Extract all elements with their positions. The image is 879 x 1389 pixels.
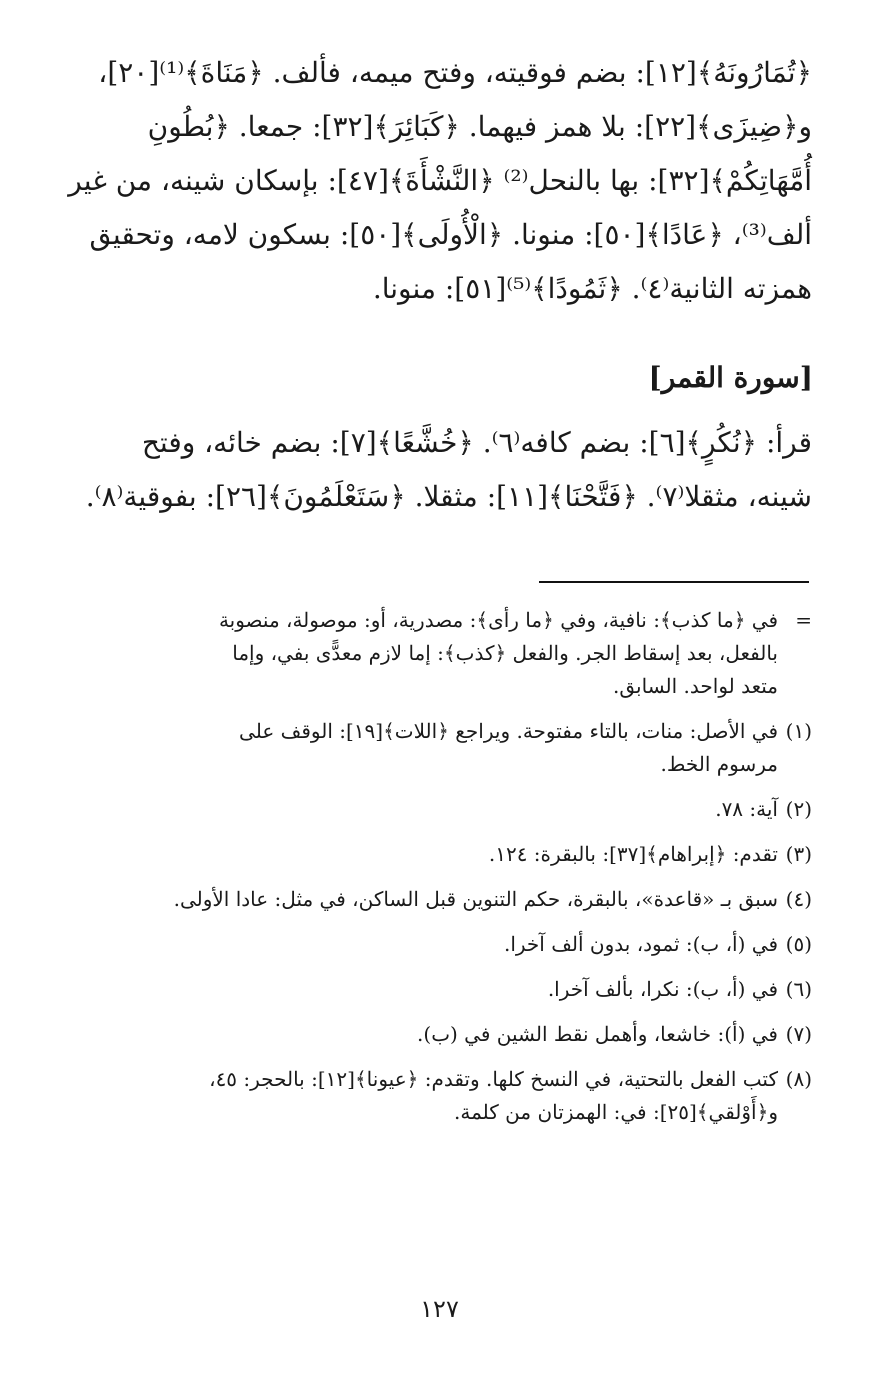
footnote-line: سبق بـ «قاعدة»، بالبقرة، حكم التنوين قبل الساكن، في مثل: عادا الأولى. bbox=[173, 887, 778, 911]
footnote-1 bbox=[96, 715, 812, 781]
footnote-marker: (٧) bbox=[785, 1022, 812, 1046]
text-line: ﴿تُمَارُونَهُ﴾[١٢]: بضم فوقيته، وفتح ميمه، فألف. ﴿مَنَاةَ﴾⁽¹⁾[٢٠]، bbox=[98, 56, 812, 89]
footnote-line: مرسوم الخط. bbox=[660, 752, 778, 776]
footnote-line: في (أ، ب): ثمود، بدون ألف آخرا. bbox=[503, 932, 778, 956]
footnote-marker: (٢) bbox=[785, 797, 812, 821]
upper-paragraph bbox=[68, 46, 812, 316]
footnote-line: في (أ): خاشعا، وأهمل نقط الشين في (ب). bbox=[417, 1022, 778, 1046]
footnote-6 bbox=[96, 973, 812, 1006]
section-heading: [سورة القمر] bbox=[648, 361, 813, 394]
footnote-line: بالفعل، بعد إسقاط الجر. والفعل ﴿كذب﴾: إما لازم معدًّى بفي، وإما bbox=[232, 641, 778, 665]
footnote-marker: (٣) bbox=[785, 842, 812, 866]
footnote-marker: = bbox=[795, 608, 812, 632]
footnote-4 bbox=[96, 883, 812, 916]
lower-paragraph bbox=[85, 416, 812, 524]
footnote-marker: (٦) bbox=[785, 977, 812, 1001]
footnote-separator bbox=[539, 581, 809, 583]
footnote-7 bbox=[96, 1018, 812, 1051]
footnote-marker: (٤) bbox=[785, 887, 812, 911]
footnote-line: و﴿أَوْلقي﴾[٢٥]: في: الهمزتان من كلمة. bbox=[454, 1100, 778, 1124]
text-line: شينه، مثقلا⁽٧⁾. ﴿فَتَّحْنَا﴾[١١]: مثقلا. ﴿سَتَعْلَمُونَ﴾[٢٦]: بفوقية⁽٨⁾. bbox=[85, 480, 812, 513]
footnote-8 bbox=[96, 1063, 812, 1129]
text-line: ألف⁽³⁾، ﴿عَادًا﴾[٥٠]: منونا. ﴿الْأُولَى﴾[٥٠]: بسكون لامه، وتحقيق bbox=[89, 218, 812, 251]
footnote-marker: (٥) bbox=[785, 932, 812, 956]
text-line: قرأ: ﴿نُكُرٍ﴾[٦]: بضم كافه⁽٦⁾. ﴿خُشَّعًا﴾[٧]: بضم خائه، وفتح bbox=[141, 426, 812, 459]
footnote-line: آية: ٧٨. bbox=[715, 797, 778, 821]
footnote-line: في الأصل: منات، بالتاء مفتوحة. ويراجع ﴿اللات﴾[١٩]: الوقف على bbox=[239, 719, 778, 743]
footnote-5 bbox=[96, 928, 812, 961]
footnote-continuation bbox=[96, 604, 812, 703]
footnote-line: تقدم: ﴿إبراهام﴾[٣٧]: بالبقرة: ١٢٤. bbox=[488, 842, 778, 866]
text-line: همزته الثانية⁽٤⁾. ﴿ثَمُودًا﴾⁽⁵⁾[٥١]: منونا. bbox=[372, 272, 812, 305]
footnotes bbox=[96, 604, 812, 1141]
footnote-line: في (أ، ب): نكرا، بألف آخرا. bbox=[547, 977, 778, 1001]
page-number: ١٢٧ bbox=[420, 1295, 459, 1323]
footnote-line: كتب الفعل بالتحتية، في النسخ كلها. وتقدم: ﴿عيونا﴾[١٢]: بالحجر: ٤٥، bbox=[209, 1067, 778, 1091]
text-line: و﴿ضِيزَى﴾[٢٢]: بلا همز فيهما. ﴿كَبَائِرَ﴾[٣٢]: جمعا. ﴿بُطُونِ bbox=[147, 110, 812, 143]
footnote-2 bbox=[96, 793, 812, 826]
text-line: أُمَّهَاتِكُمْ﴾[٣٢]: بها بالنحل⁽²⁾ ﴿النَّشْأَةَ﴾[٤٧]: بإسكان شينه، من غير bbox=[68, 164, 812, 197]
footnote-line: متعد لواحد. السابق. bbox=[613, 674, 778, 698]
footnote-marker: (١) bbox=[785, 719, 812, 743]
footnote-line: في ﴿ما كذب﴾: نافية، وفي ﴿ما رأى﴾: مصدرية، أو: موصولة، منصوبة bbox=[218, 608, 778, 632]
footnote-marker: (٨) bbox=[785, 1067, 812, 1091]
footnote-3 bbox=[96, 838, 812, 871]
